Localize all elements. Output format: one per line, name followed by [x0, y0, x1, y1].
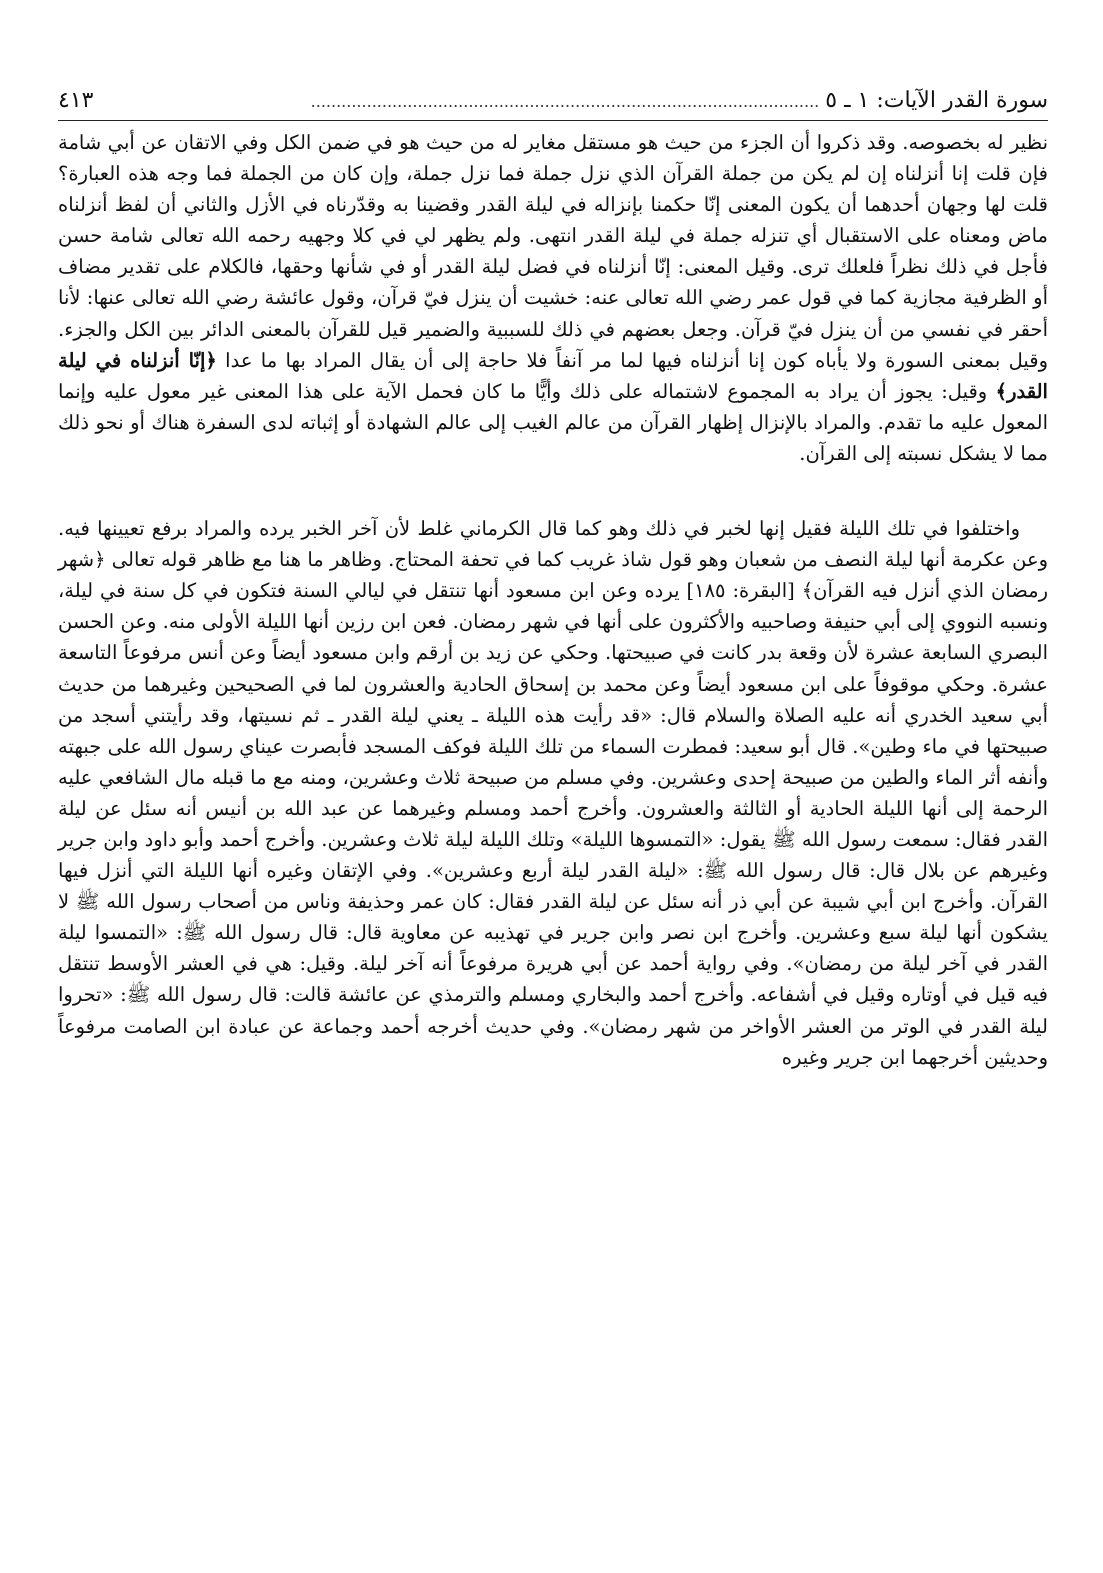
paragraph-1-text: نظير له بخصوصه. وقد ذكروا أن الجزء من حيث هو مستقل مغاير له من حيث هو في ضمن الكل وفي الاتقان عن أبي شامة فإن قلت إنا أنزلناه إن لم يكن من جملة القرآن الذي نزل جملة فما نزل جملة، وإن كان من الجملة فما وجه هذه العبارة؟ قلت لها وجهان أحدهما أن يكون المعنى إنّا حكمنا بإنزاله في ليلة القدر وقضينا به وقدّرناه في الأزل والثاني أن لفظ أنزلناه ماض ومعناه على الاستقبال أي تنزله جملة في ليلة القدر انتهى. ولم يظهر لي في كلا وجهيه رحمه الله تعالى شامة حسن فأجل في ذلك نظراً فلعلك ترى. وقيل المعنى: إنّا أنزلناه في فضل ليلة القدر أو في شأنها وحقها، فالكلام على تقدير مضاف أو الظرفية مجازية كما في قول عمر رضي الله تعالى عنه: خشيت أن ينزل فيّ قرآن، وقول عائشة رضي الله تعالى عنها: لأنا أحقر في نفسي من أن ينزل فيّ قرآن. وجعل بعضهم في ذلك للسببية والضمير قيل للقرآن بالمعنى الدائر بين الكل والجزء. وقيل بمعنى السورة ولا يأباه كون إنا أنزلناه فيها لما مر آنفاً فلا حاجة إلى أن يقال المراد بها ما عدا [58, 131, 1049, 372]
paragraph-gap [58, 469, 1048, 513]
paragraph-1-rest: وقيل: يجوز أن يراد به المجموع لاشتماله على ذلك وأيًّا ما كان فحمل الآية على هذا المعنى غير معول عليه وإنما المعول عليه ما تقدم. والمراد بالإنزال إظهار القرآن من عالم الغيب إلى عالم الشهادة أو إثباته لدى السفرة هناك أو نحو ذلك مما لا يشكل نسبته إلى القرآن. [58, 379, 1048, 465]
paragraph-2-text: واختلفوا في تلك الليلة فقيل إنها لخبر في ذلك وهو كما قال الكرماني غلط لأن آخر الخبر يرده والمراد برفع تعيينها فيه. وعن عكرمة أنها ليلة النصف من شعبان وهو قول شاذ غريب كما في تحفة المحتاج. وظاهر ما هنا مع ظاهر قوله تعالى ﴿شهر رمضان الذي أنزل فيه القرآن﴾ [البقرة: ١٨٥] يرده وعن ابن مسعود أنها تنتقل في ليالي السنة فتكون في كل سنة في ليلة، ونسبه النووي إلى أبي حنيفة وصاحبيه والأكثرون على أنها في شهر رمضان. فعن ابن رزين أنها الليلة الأولى منه. وعن الحسن البصري السابعة عشرة لأن وقعة بدر كانت في صبيحتها. وحكي عن زيد بن أرقم وابن مسعود أيضاً وعن أنس مرفوعاً التاسعة عشرة. وحكي موقوفاً على ابن مسعود أيضاً وعن محمد بن إسحاق الحادية والعشرون لما في الصحيحين وغيرهما من حديث أبي سعيد الخدري أنه عليه الصلاة والسلام قال: «قد رأيت هذه الليلة ـ يعني ليلة القدر ـ ثم نسيتها، وقد رأيتني أسجد من صبيحتها في ماء وطين». قال أبو سعيد: فمطرت السماء من تلك الليلة فوكف المسجد فأبصرت عيناي رسول الله على جبهته وأنفه أثر الماء والطين من صبيحة إحدى وعشرين. وفي مسلم من صبيحة ثلاث وعشرين، ومنه مع ما قبله مال الشافعي عليه الرحمة إلى أنها الليلة الحادية أو الثالثة والعشرون. وأخرج أحمد ومسلم وغيرهما عن عبد الله بن أنيس أنه سئل عن ليلة القدر فقال: سمعت رسول الله ﷺ يقول: «التمسوها الليلة» وتلك الليلة ليلة ثلاث وعشرين. وأخرج أحمد وأبو داود وابن جرير وغيرهم عن بلال قال: قال رسول الله ﷺ: «ليلة القدر ليلة أربع وعشرين». وفي الإتقان وغيره أنها الليلة التي أنزل فيها القرآن. وأخرج ابن أبي شيبة عن أبي ذر أنه سئل عن ليلة القدر فقال: كان عمر وحذيفة وناس من أصحاب رسول الله ﷺ لا يشكون أنها ليلة سبع وعشرين. وأخرج ابن نصر وابن جرير في تهذيبه عن معاوية قال: قال رسول الله ﷺ: «التمسوا ليلة القدر في آخر ليلة من رمضان». وفي رواية أحمد عن أبي هريرة مرفوعاً أنه آخر ليلة. وقيل: هي في العشر الأوسط تنتقل فيه قيل في أوتاره وقيل في أشفاعه. وأخرج أحمد والبخاري ومسلم والترمذي عن عائشة قالت: قال رسول الله ﷺ: «تحروا ليلة القدر في الوتر من العشر الأواخر من شهر رمضان». وفي حديث أخرجه أحمد وجماعة عن عبادة ابن الصامت مرفوعاً وحديثين أخرجهما ابن جرير وغيره [58, 517, 1048, 1069]
quranic-verse-bold: ﴿إنّا أنزلناه في ليلة القدر﴾ [58, 348, 1048, 403]
paragraph-2 [58, 513, 1048, 1073]
header-leader-dots: .................................................................................................... [310, 92, 820, 111]
surah-header-title: سورة القدر الآيات: ١ ـ ٥ [825, 88, 1048, 113]
paragraph-1 [58, 127, 1048, 469]
running-header [58, 86, 1048, 121]
document-page [58, 86, 1048, 1073]
page-number: ٤١٣ [58, 88, 94, 113]
